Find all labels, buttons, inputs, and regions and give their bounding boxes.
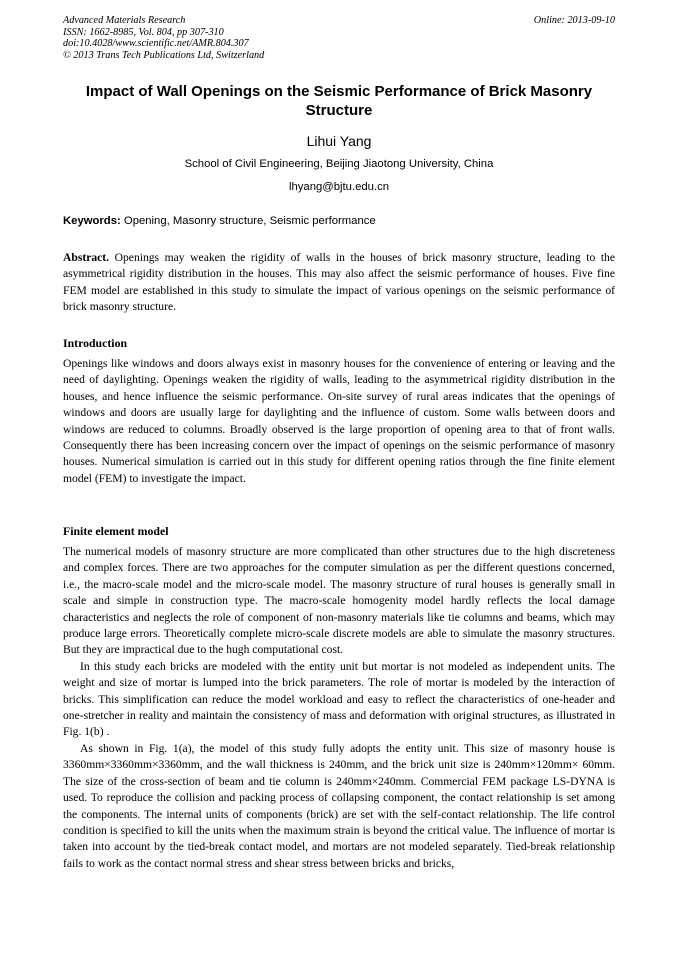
author-affiliation: School of Civil Engineering, Beijing Jiaotong University, China xyxy=(184,158,494,170)
keywords xyxy=(63,214,615,228)
fem-paragraph-3: As shown in Fig. 1(a), the model of this study fully adopts the entity unit. This size of masonry house is 3360mm×3360mm×3360mm, and the wall thickness is 240mm, and the brick unit size is 240mm×120mm× 60mm. The size of the cross-section of beam and tie column is 240mm×240mm. Commercial FEM package LS-DYNA is used. To reproduce the collision and packing process of collapsing component, the contact relationship is set among the components. The internal units of components (brick) are set with the self-contact relationship. The life control condition is specified to kill the units when the maximum strain is beyond the critical value. The influence of mortar is taken into account by the tied-break contact model, and mortars are not modeled separately. Tied-break relationship fails to work as the contact normal stress and shear stress between bricks and bricks, xyxy=(63,741,615,870)
author-name: Lihui Yang xyxy=(306,133,372,149)
fem-section xyxy=(63,544,615,872)
keywords-text: Opening, Masonry structure, Seismic performance xyxy=(120,215,376,227)
journal-header xyxy=(63,15,264,61)
paper-title: Impact of Wall Openings on the Seismic Performance of Brick Masonry Structure xyxy=(85,83,593,119)
fem-paragraph-1: The numerical models of masonry structure are more complicated than other structures due to the high discreteness and complex forces. There are two approaches for the computer simulation as per the different questions concerned, i.e., the macro-scale model and the micro-scale model. The masonry structure of rural houses is generally small in scale and simple in construction type. The macro-scale homogenity model hardly reflects the local damage characteristics and neglects the role of component of non-masonry materials like tie columns and beams, which may produce large errors. Theoretically complete micro-scale discrete models are able to simulate the masonry structures. But they are impractical due to the hugh computational cost. xyxy=(63,545,615,657)
introduction-section xyxy=(63,356,615,487)
abstract xyxy=(63,250,615,316)
abstract-label: Abstract. xyxy=(63,251,110,264)
journal-name: Advanced Materials Research xyxy=(63,15,186,26)
fem-paragraph-2: In this study each bricks are modeled with the entity unit but mortar is not modeled as independent units. The weight and size of mortar is lumped into the brick parameters. The role of mortar is modeled by the interaction of bricks. This simplification can reduce the model workload and easy to reflect the characteristics of one-header and one-stretcher in reality and maintain the consistency of mass and deformation with original structures, as illustrated in Fig. 1(b) . xyxy=(63,659,615,739)
abstract-text: Openings may weaken the rigidity of walls in the houses of brick masonry structure, leading to the asymmetrical rigidity distribution in the houses. This may also affect the seismic performance of houses. Five fine FEM model are established in this study to simulate the impact of various openings on the seismic performance of brick masonry structure. xyxy=(63,251,615,314)
introduction-heading: Introduction xyxy=(63,336,128,350)
online-date: Online: 2013-09-10 xyxy=(533,15,615,26)
author-email: lhyang@bjtu.edu.cn xyxy=(288,181,390,193)
issn-line: ISSN: 1662-8985, Vol. 804, pp 307-310 xyxy=(63,26,224,38)
keywords-label: Keywords: xyxy=(63,215,121,227)
fem-heading: Finite element model xyxy=(63,524,169,538)
copyright-line: © 2013 Trans Tech Publications Ltd, Switzerland xyxy=(63,49,265,61)
doi-line: doi:10.4028/www.scientific.net/AMR.804.307 xyxy=(63,38,249,50)
introduction-paragraph: Openings like windows and doors always exist in masonry houses for the convenience of entering or leaving and the need of daylighting. Openings weaken the rigidity of walls, leading to the asymmetrical rigidity distribution in the houses, and hence influence the seismic performance. On-site survey of rural areas indicates that the openings of windows and doors are usually large for daylighting and the influence of custom. Some walls between doors and windows are reduced to columns. Broadly observed is the large proportion of opening area to that of front walls. Consequently there has been increasing concern over the impact of openings on the seismic performance of masonry houses. Numerical simulation is carried out in this study for different opening ratios through the fine finite element model (FEM) to investigate the impact. xyxy=(63,357,615,485)
